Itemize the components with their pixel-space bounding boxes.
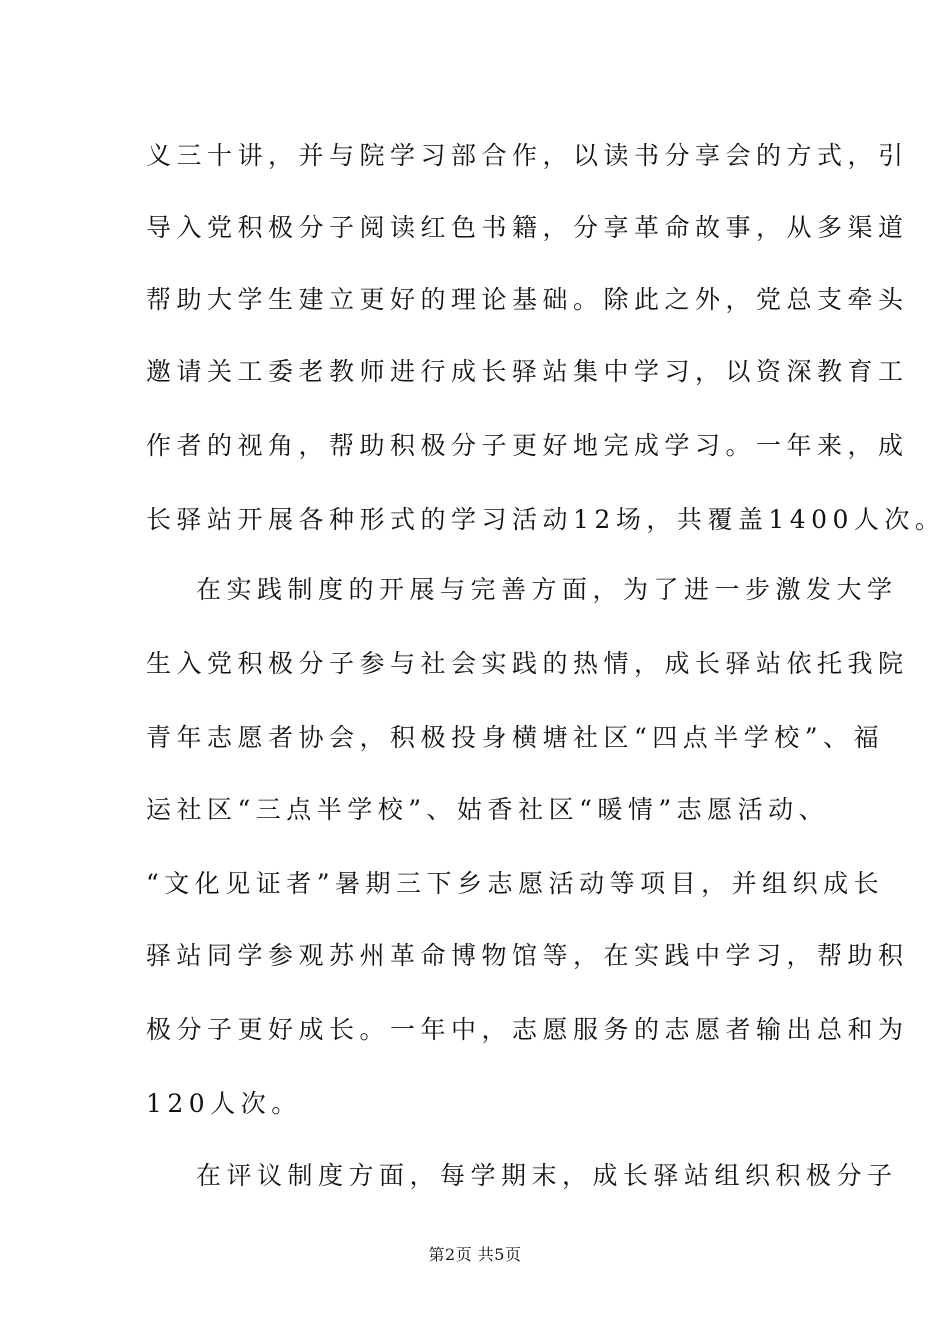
text-line: 青年志愿者协会，积极投身横塘社区“四点半学校”、福 [146,723,885,752]
text-line: 驿站同学参观苏州革命博物馆等，在实践中学习，帮助积 [146,941,909,970]
text-line: 生入党积极分子参与社会实践的热情，成长驿站依托我院 [146,649,909,678]
text-line: 义三十讲，并与院学习部合作，以读书分享会的方式，引 [146,141,909,170]
text-line: “文化见证者”暑期三下乡志愿活动等项目，并组织成长 [146,869,885,898]
text-line: 导入党积极分子阅读红色书籍，分享革命故事，从多渠道 [146,213,909,242]
text-line: 极分子更好成长。一年中，志愿服务的志愿者输出总和为 [146,1015,909,1044]
paragraph-first-line: 在实践制度的开展与完善方面，为了进一步激发大学 [196,575,898,604]
text-line: 帮助大学生建立更好的理论基础。除此之外，党总支牵头 [146,285,909,314]
text-line: 120人次。 [146,1089,302,1118]
text-line: 长驿站开展各种形式的学习活动12场，共覆盖1400人次。 [146,505,946,534]
text-line: 邀请关工委老教师进行成长驿站集中学习，以资深教育工 [146,357,909,386]
text-line: 运社区“三点半学校”、姑香社区“暖情”志愿活动、 [146,795,830,824]
paragraph-first-line: 在评议制度方面，每学期末，成长驿站组织积极分子 [196,1161,898,1190]
text-line: 作者的视角，帮助积极分子更好地完成学习。一年来，成 [146,431,909,460]
page-number-footer: 第2页 共5页 [428,1245,522,1264]
